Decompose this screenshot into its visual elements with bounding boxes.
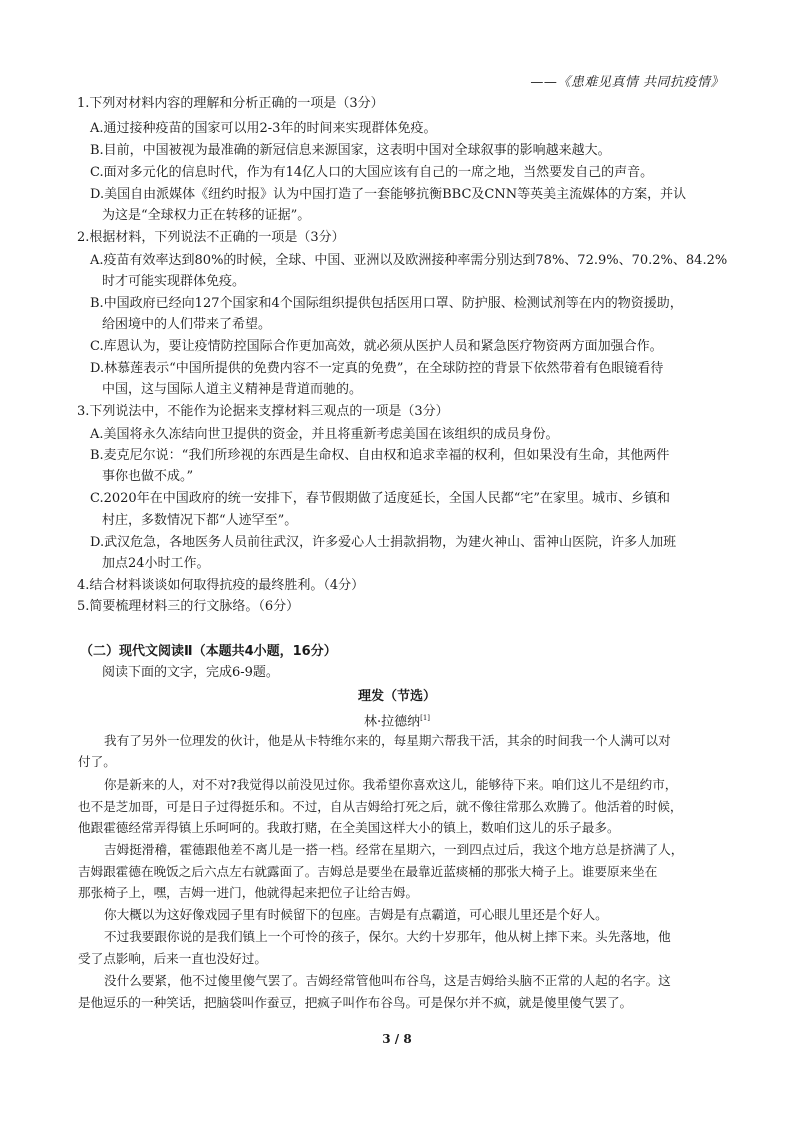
paragraph-6-line-2: 是他逗乐的一种笑话，把脑袋叫作蚕豆，把疯子叫作布谷鸟。可是保尔并不疯，就是傻里傻气罢了。 [78, 995, 633, 1010]
section-heading: （二）现代文阅读Ⅱ（本题共4小题，16分） [80, 644, 337, 659]
question-3-option-c: C.2020年在中国政府的统一安排下，春节假期做了适度延长，全国人民都“宅”在家里。城市、乡镇和 [90, 491, 670, 506]
question-2-option-c: C.库恩认为，要让疫情防控国际合作更加高效，就必须从医护人员和紧急医疗物资两方面加强合作。 [90, 339, 663, 354]
question-3-option-d: D.武汉危急，各地医务人员前往武汉，许多爱心人士捐款捐物，为建火神山、雷神山医院，许多人加班 [90, 535, 677, 550]
question-2-option-a-cont: 时才可能实现群体免疫。 [102, 274, 246, 289]
question-1-stem: 1.下列对材料内容的理解和分析正确的一项是（3分） [77, 96, 384, 111]
question-3-option-a: A.美国将永久冻结向世卫提供的资金，并且将重新考虑美国在该组织的成员身份。 [90, 427, 559, 442]
question-4-stem: 4.结合材料谈谈如何取得抗疫的最终胜利。（4分） [77, 578, 365, 593]
paragraph-2-line-3: 他跟霍德经常弄得镇上乐呵呵的。我敢打赌，在全美国这样大小的镇上，数咱们这儿的乐子最多。 [78, 820, 620, 835]
author-name: 林·拉德纳 [363, 714, 421, 730]
passage-title: 理发（节选） [357, 689, 436, 704]
question-1-option-a: A.通过接种疫苗的国家可以用2-3年的时间来实现群体免疫。 [90, 121, 437, 136]
paragraph-4-line-1: 你大概以为这好像戏园子里有时候留下的包座。吉姆是有点霸道，可心眼儿里还是个好人。 [104, 907, 608, 922]
paragraph-3-line-1: 吉姆挺滑稽，霍德跟他差不离儿是一搭一档。经常在星期六，一到四点过后，我这个地方总是挤满了人， [104, 842, 684, 857]
author-footnote-marker: [1] [420, 714, 431, 722]
source-attribution: ——《患难见真情 共同抗疫情》 [530, 75, 724, 90]
paragraph-3-line-3: 那张椅子上，嘿，吉姆一进门，他就得起来把位子让给吉姆。 [78, 885, 419, 900]
paragraph-2-line-1: 你是新来的人，对不对?我觉得以前没见过你。我希望你喜欢这儿，能够待下来。咱们这儿不是纽约市， [104, 777, 678, 792]
page-number: 3 / 8 [382, 1032, 412, 1046]
question-2-option-b: B.中国政府已经向127个国家和4个国际组织提供包括医用口罩、防护服、检测试剂等在内的物资援助， [90, 296, 683, 311]
question-2-option-a: A.疫苗有效率达到80%的时候，全球、中国、亚洲以及欧洲接种率需分别达到78%、72.9%、70.2%、84.2% [90, 253, 728, 268]
paragraph-5-line-2: 受了点影响，后来一直也没好过。 [78, 951, 267, 966]
section-intro: 阅读下面的文字，完成6-9题。 [102, 665, 279, 680]
question-5-stem: 5.简要梳理材料三的行文脉络。（6分） [77, 599, 300, 614]
question-2-option-b-cont: 给困境中的人们带来了希望。 [102, 317, 272, 332]
question-3-option-c-cont: 村庄，多数情况下都“人迹罕至”。 [102, 513, 298, 528]
question-1-option-d-cont: 为这是“全球权力正在转移的证据”。 [102, 208, 311, 223]
question-1-option-d: D.美国自由派媒体《纽约时报》认为中国打造了一套能够抗衡BBC及CNN等英美主流媒体的方案，并认 [90, 187, 687, 202]
paragraph-6-line-1: 没什么要紧，他不过傻里傻气罢了。吉姆经常管他叫布谷鸟，这是吉姆给头脑不正常的人起的名字。这 [104, 973, 671, 988]
question-1-option-b: B.目前，中国被视为最准确的新冠信息来源国家，这表明中国对全球叙事的影响越来越大。 [90, 143, 611, 158]
question-3-stem: 3.下列说法中，不能作为论据来支撑材料三观点的一项是（3分） [77, 404, 449, 419]
paragraph-5-line-1: 不过我要跟你说的是我们镇上一个可怜的孩子，保尔。大约十岁那年，他从树上摔下来。头先落地，他 [104, 929, 671, 944]
question-2-option-d: D.林慕莲表示“中国所提供的免费内容不一定真的免费”，在全球防控的背景下依然带着有色眼镜看待 [90, 361, 664, 376]
paragraph-1-line-1: 我有了另外一位理发的伙计，他是从卡特维尔来的，每星期六帮我干活，其余的时间我一个人满可以对 [104, 733, 671, 748]
question-3-option-b: B.麦克尼尔说：“我们所珍视的东西是生命权、自由权和追求幸福的权利，但如果没有生命，其他两件 [90, 448, 670, 463]
question-3-option-d-cont: 加点24小时工作。 [102, 556, 210, 571]
paragraph-2-line-2: 也不是芝加哥，可是日子过得挺乐和。不过，自从吉姆给打死之后，就不像往常那么欢腾了。他活着的时候， [78, 799, 683, 814]
question-1-option-c: C.面对多元化的信息时代，作为有14亿人口的大国应该有自己的一席之地，当然要发自己的声音。 [90, 165, 654, 180]
question-2-option-d-cont: 中国，这与国际人道主义精神是背道而驰的。 [102, 382, 363, 397]
paragraph-3-line-2: 吉姆跟霍德在晚饭之后六点左右就露面了。吉姆总是要坐在最靠近蓝痰桶的那张大椅子上。谁要原来坐在 [78, 864, 658, 879]
paragraph-1-line-2: 付了。 [78, 754, 116, 769]
question-3-option-b-cont: 事你也做不成。” [102, 469, 194, 484]
passage-author [0, 709, 794, 731]
question-2-stem: 2.根据材料，下列说法不正确的一项是（3分） [77, 230, 345, 245]
